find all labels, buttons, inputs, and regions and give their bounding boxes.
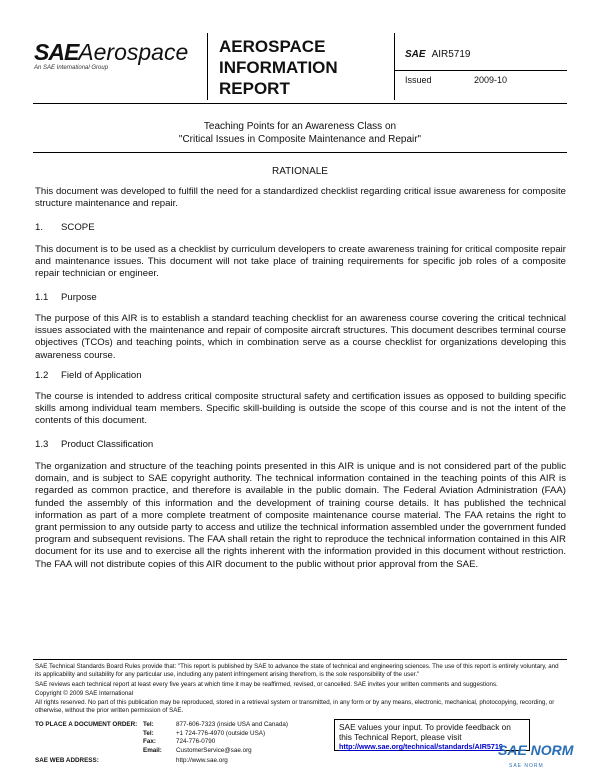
section-title: SCOPE [61, 222, 95, 233]
web-label: SAE WEB ADDRESS: [35, 757, 99, 764]
footer-copyright: Copyright © 2009 SAE International [35, 690, 134, 697]
sae-aerospace-logo [34, 40, 188, 71]
section-field-heading [35, 370, 142, 381]
field-text: The course is intended to address critical composite structural safety and certification issues as opposed to building specific skills among individual team members. Specific skill-building is outside the scope of this course and is not the intent of the contents of this document. [35, 391, 566, 427]
footer-rights: All rights reserved. No part of this publication may be reproduced, stored in a retrieval system or transmitted, in any form or by any means, electronic, mechanical, photocopying, recording, or otherwise, without the prior written permission of SAE. [35, 699, 555, 715]
title-line-2: "Critical Issues in Composite Maintenance and Repair" [178, 134, 422, 145]
purpose-text: The purpose of this AIR is to establish a standard teaching checklist for an awareness course covering the critical technical issues associated with the maintenance and repair of composite aircraft structures. This document describes terminal course objectives (TCOs) and teaching points, which in combination serve as a course checklist for organizations developing this awareness course. [35, 313, 566, 361]
footer-rule [33, 659, 567, 660]
issued-label: Issued [405, 75, 432, 85]
section-number: 1. [35, 222, 44, 233]
tel-outside: +1 724-776-4970 (outside USA) [176, 729, 266, 737]
feedback-text: SAE values your input. To provide feedback on this Technical Report, please visit [339, 722, 511, 742]
title-rule [33, 152, 567, 153]
order-contact-block [35, 721, 288, 766]
footer-review: SAE reviews each technical report at least every five years at which time it may be reaffirmed, revised, or cancelled. SAE invites your written comments and suggestions. [35, 681, 498, 688]
classification-text: The organization and structure of the teaching points presented in this AIR is unique and is not considered part of the public domain, and is subject to SAE copyright authority. The technical information contained in the teaching points of this AIR is regarded as common practice, and therefore is available in the public domain. The Federal Aviation Administration (FAA) funded the assembly of this information and the development of training course details. It has published the technical information as part of a more complete treatment of composite maintenance course material. The FAA retains the right to grant permission to any outside party to access and utilize the technical information assembled under the government funded program and subsequent revisions. The FAA shall retain the right to reproduce the technical information contained in this AIR document for its use and to exercise all the rights inherent with the information provided in this document without restriction. The FAA will not distribute copies of this AIR document to the public without prior approval from the SAE. [35, 461, 566, 570]
section-number: 1.3 [35, 439, 49, 450]
doc-prefix: SAE [405, 49, 426, 60]
logo-aerospace-text: Aerospace [78, 39, 189, 65]
report-type-title [219, 36, 338, 99]
document-number [405, 49, 470, 60]
scope-text: This document is to be used as a checklist by curriculum developers to create awareness training for critical composite repair and maintenance issues. This document will not take place of training requirements for specific job roles of a composite repair technician or engineer. [35, 244, 566, 280]
logo-sae-text: SAE [34, 39, 79, 65]
report-type-line: INFORMATION [219, 58, 338, 77]
title-line-1: Teaching Points for an Awareness Class on [203, 121, 397, 132]
section-title: Product Classification [61, 439, 154, 450]
rationale-heading: RATIONALE [272, 166, 328, 177]
feedback-link[interactable]: http://www.sae.org/technical/standards/AIR5719 [339, 742, 503, 751]
header-divider-right [394, 33, 395, 100]
email-label: Email: [143, 746, 162, 754]
header-rule [33, 103, 567, 104]
section-number: 1.1 [35, 292, 49, 303]
rationale-text: This document was developed to fulfill the need for a standardized checklist regarding critical issue awareness for composite structure maintenance and repair. [35, 186, 566, 210]
tel-label: Tel: [143, 721, 154, 728]
section-purpose-heading [35, 292, 97, 303]
sae-norm-watermark-sub: SAE NORM [509, 763, 544, 769]
doc-number-value: AIR5719 [431, 49, 471, 60]
report-type-line: REPORT [219, 79, 290, 98]
footer-rules: SAE Technical Standards Board Rules provide that: "This report is published by SAE to advance the state of technical and engineering sciences. The use of this report is entirely voluntary, and its applicability and suitability for any particular use, including any patent infringement arising therefrom, is the sole responsibility of the user." [35, 663, 559, 679]
section-classification-heading [35, 439, 153, 450]
report-type-line: AEROSPACE [219, 37, 326, 56]
fax-number: 724-776-0790 [176, 738, 216, 745]
section-number: 1.2 [35, 370, 49, 381]
header-inner-rule [394, 70, 567, 71]
fax-label: Fax: [143, 738, 156, 745]
email-link[interactable]: CustomerService@sae.org [176, 746, 252, 754]
section-scope-heading [35, 222, 95, 233]
sae-norm-watermark: SAE NORM [498, 742, 574, 758]
issued-date: 2009-10 [474, 75, 508, 85]
tel-label: Tel: [143, 729, 154, 737]
section-title: Field of Application [61, 370, 142, 381]
document-title [33, 120, 567, 146]
section-title: Purpose [61, 292, 97, 303]
tel-inside: 877-606-7323 (inside USA and Canada) [176, 721, 289, 728]
header-divider-left [207, 33, 208, 100]
logo-subtitle: An SAE International Group [34, 65, 109, 71]
web-link[interactable]: http://www.sae.org [176, 757, 228, 764]
order-label: TO PLACE A DOCUMENT ORDER: [35, 721, 138, 728]
